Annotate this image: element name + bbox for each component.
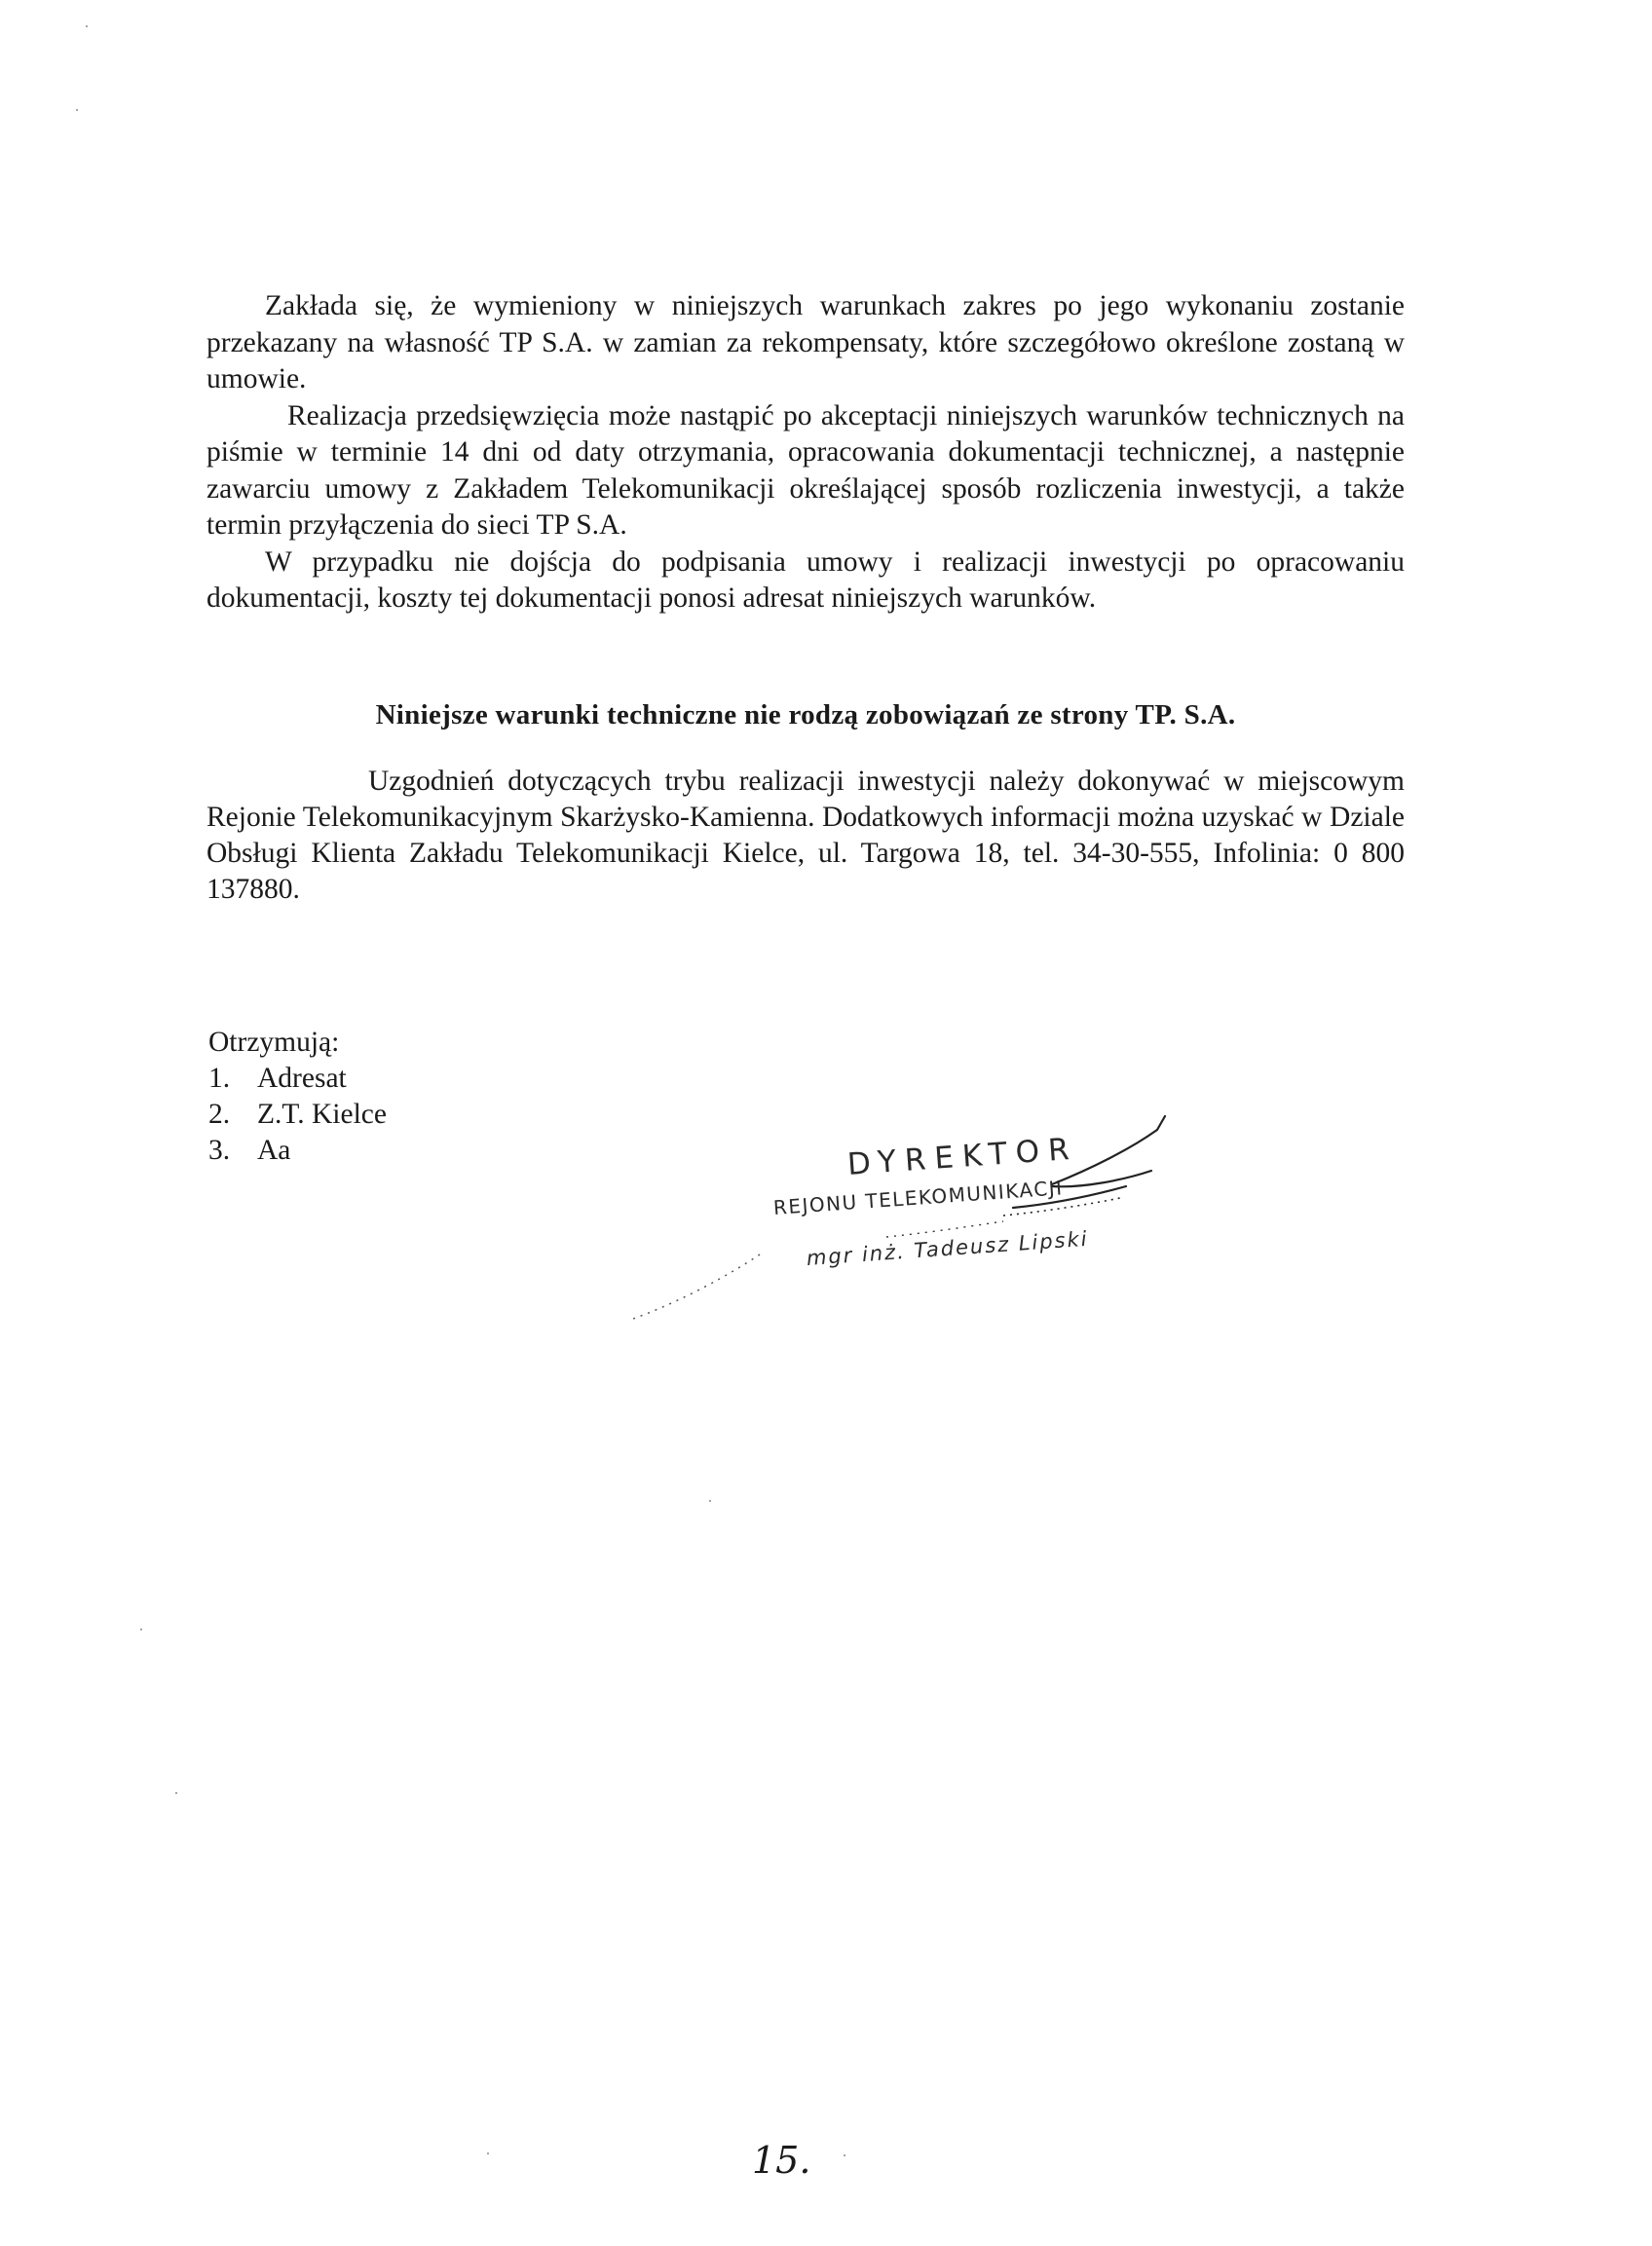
page-number: 15. [752,2139,811,2182]
scan-speck [86,25,88,27]
scan-speck [140,1628,142,1630]
recipient-number: 1. [208,1063,231,1094]
recipient-label: Z.T. Kielce [257,1099,387,1130]
recipient-item [208,1097,387,1133]
paragraph-contact-info: Uzgodnień dotyczących trybu realizacji inwestycji należy dokonywać w miejscowym Rejonie Telekomunikacyjnym Skarżysko-Kamienna. Dodatkowych informacji można uzyskać w Dziale Obsługi Klienta Zakładu Telekomunikacji Kielce, ul. Targowa 18, tel. 34-30-555, Infolinia: 0 800 137880. [206,766,1405,905]
body-text [206,288,1405,618]
director-stamp [760,1091,1208,1325]
paragraph-costs: W przypadku nie dojścja do podpisania umowy i realizacji inwestycji po opracowaniu dokumentacji, koszty tej dokumentacji ponosi adresat niniejszych warunków. [206,545,1405,614]
scan-speck [76,109,78,111]
recipients-list [208,1025,387,1169]
info-section [206,764,1405,908]
recipient-item [208,1061,387,1097]
recipient-number: 3. [208,1135,231,1166]
recipient-number: 2. [208,1099,231,1130]
scan-speck [844,2154,845,2156]
recipient-item [208,1133,387,1169]
notice-no-obligation: Niniejsze warunki techniczne nie rodzą zobowiązań ze strony TP. S.A. [375,699,1236,730]
stamp-signer-name: mgr inż. Tadeusz Lipski [806,1226,1090,1270]
stamp-subtitle: REJONU TELEKOMUNIKACJI [772,1176,1065,1219]
stamp-title: DYREKTOR [845,1131,1079,1182]
scan-speck [709,1500,711,1502]
paragraph-realization: Realizacja przedsięwzięcia może nastąpić po akceptacji niniejszych warunków technicznych na piśmie w terminie 14 dni od daty otrzymania, opracowania dokumentacji technicznej, a następnie zawarciu umowy z Zakładem Telekomunikacji określającej sposób rozliczenia inwestycji, a także termin przyłączenia do sieci TP S.A. [206,399,1405,541]
paragraph-handover: Zakłada się, że wymieniony w niniejszych warunkach zakres po jego wykonaniu zostanie przekazany na własność TP S.A. w zamian za rekompensaty, które szczegółowo określone zostaną w umowie. [206,290,1405,394]
scan-speck [175,1792,177,1794]
scan-speck [487,2152,489,2154]
recipient-label: Aa [257,1135,291,1166]
recipients-heading: Otrzymują: [208,1027,340,1058]
dotted-stroke-icon [623,1247,770,1325]
recipient-label: Adresat [257,1063,347,1094]
